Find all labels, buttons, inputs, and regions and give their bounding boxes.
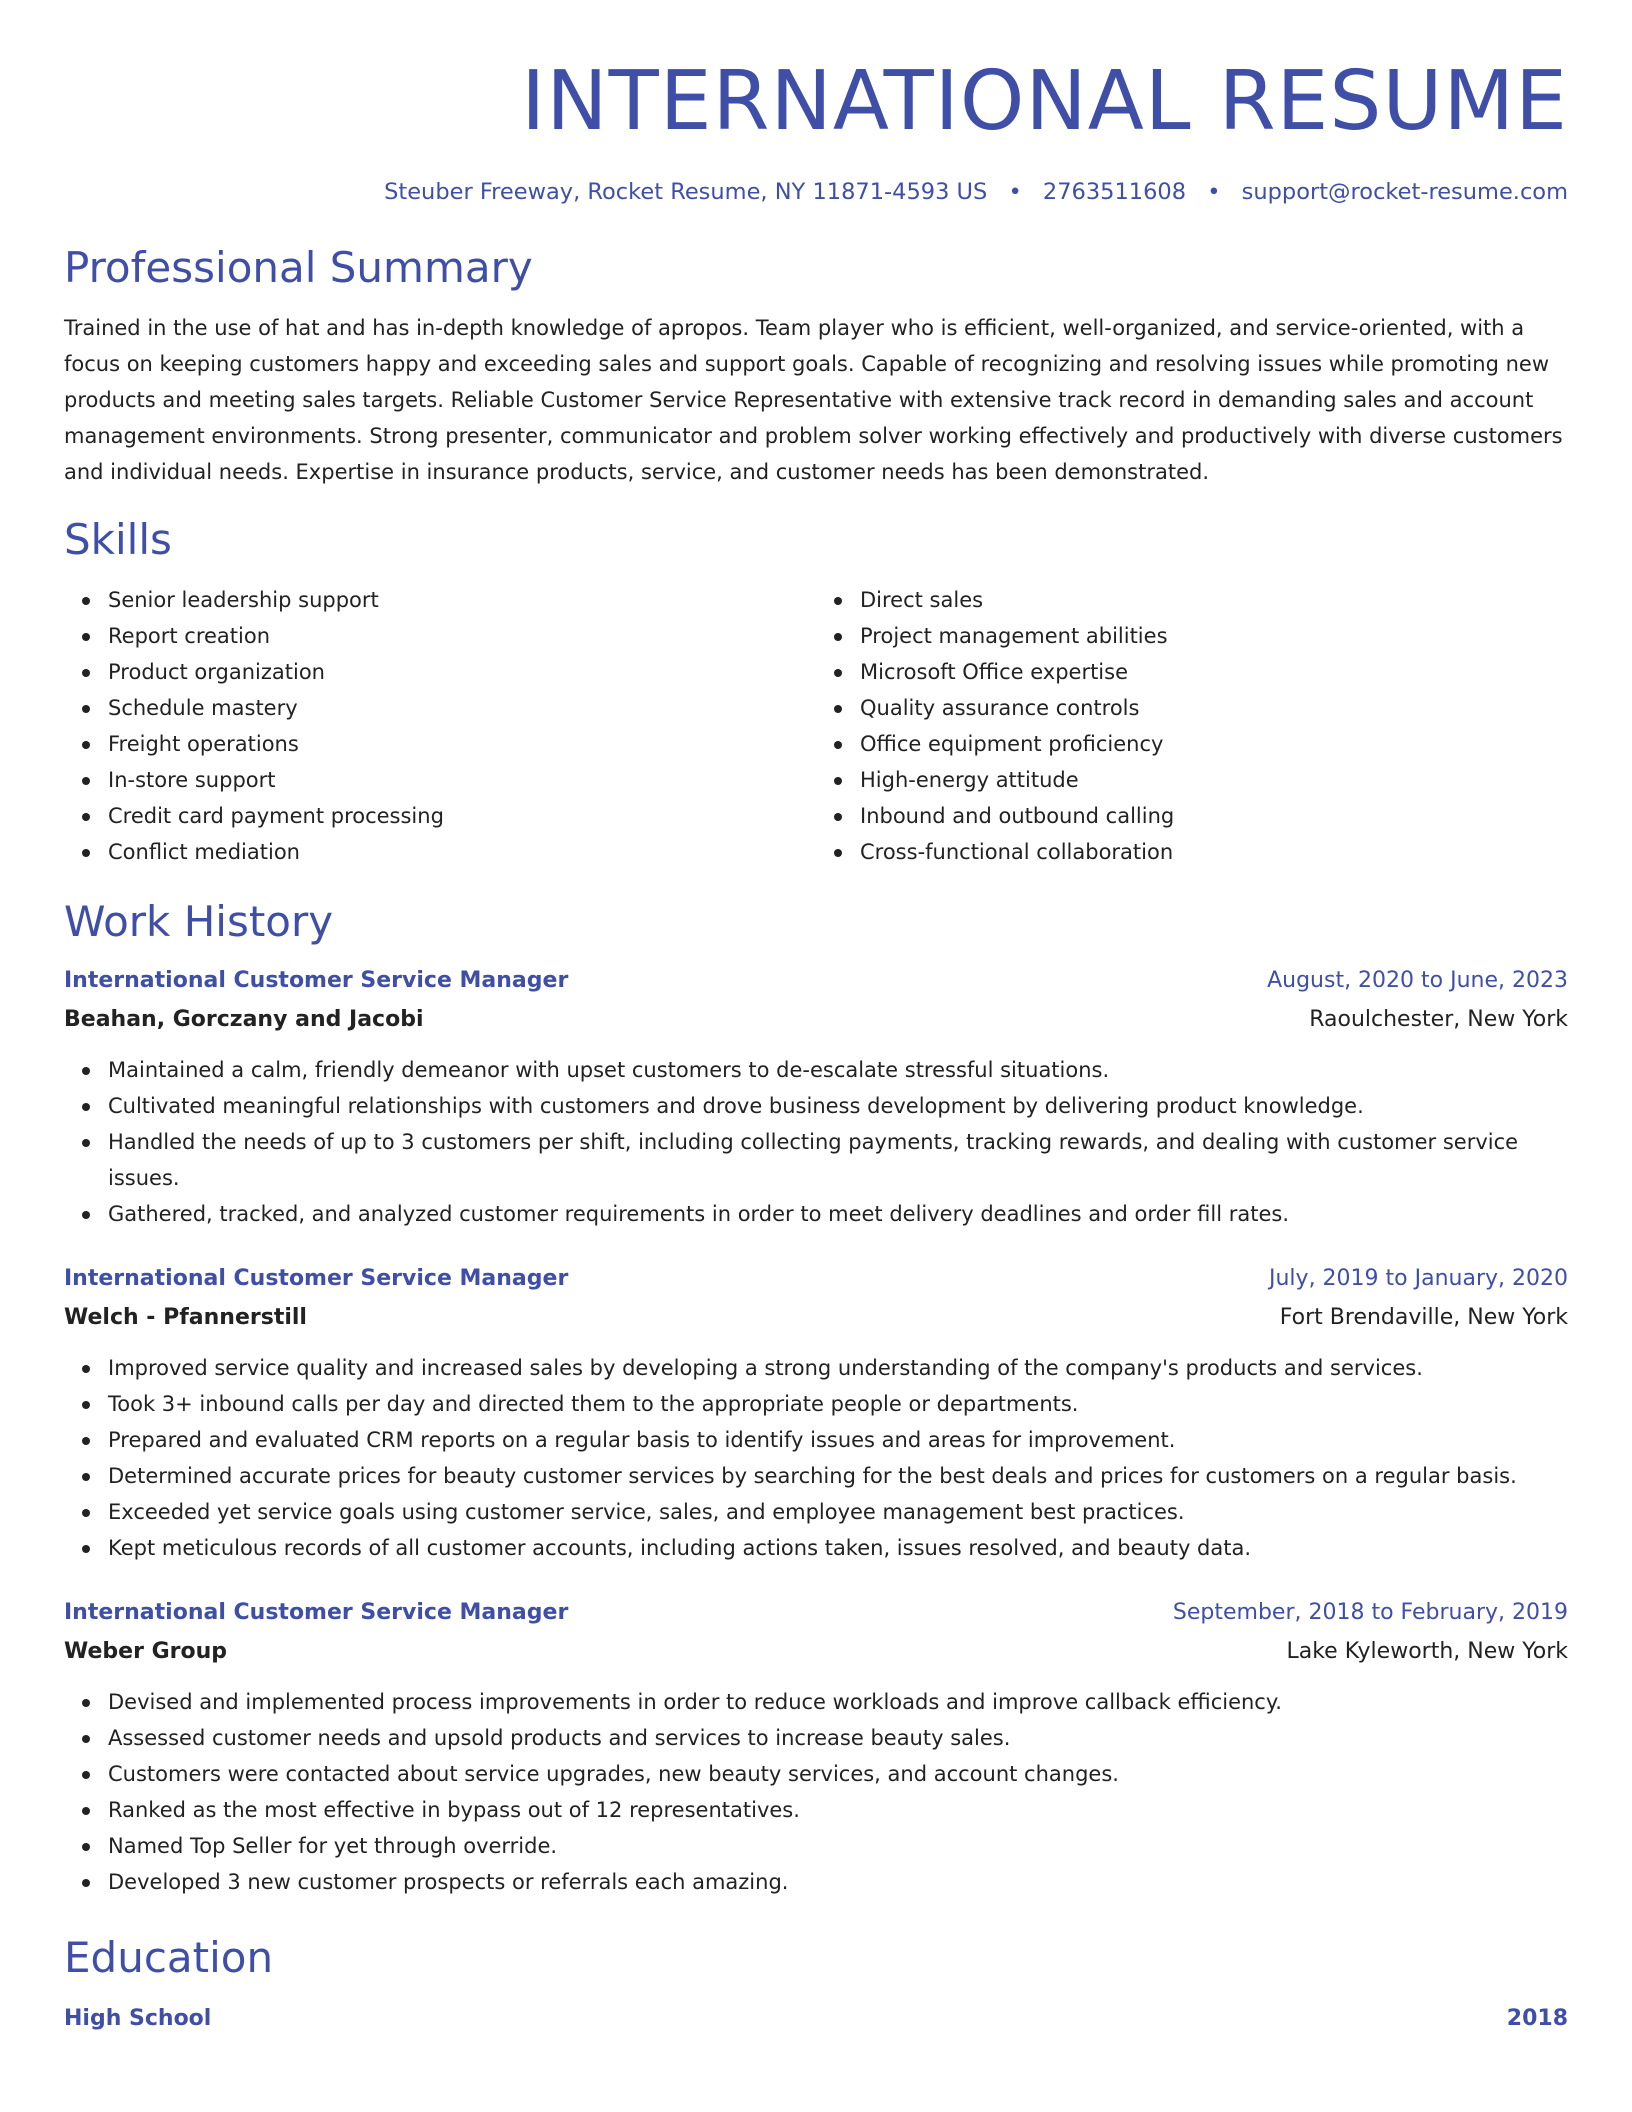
skill-item: Office equipment proficiency (860, 726, 1568, 762)
job-bullet: Developed 3 new customer prospects or referrals each amazing. (108, 1864, 1568, 1900)
job-dates: August, 2020 to June, 2023 (1267, 968, 1568, 993)
skills-list-right (816, 582, 1568, 870)
job-header-row (64, 1260, 1568, 1298)
contact-email: support@rocket-resume.com (1241, 179, 1568, 205)
skill-item: Direct sales (860, 582, 1568, 618)
job-bullet: Determined accurate prices for beauty customer services by searching for the best deals and prices for customers on a regular basis. (108, 1458, 1568, 1494)
skill-item: Microsoft Office expertise (860, 654, 1568, 690)
skill-item: Credit card payment processing (108, 798, 816, 834)
work-history-section (64, 894, 1568, 1900)
skill-item: Product organization (108, 654, 816, 690)
education-section (64, 1930, 1568, 2038)
skill-item: Conflict mediation (108, 834, 816, 870)
job-bullet: Exceeded yet service goals using customer service, sales, and employee management best practices. (108, 1494, 1568, 1530)
summary-section (64, 240, 1568, 490)
section-heading-summary: Professional Summary (64, 243, 533, 292)
section-heading-skills: Skills (64, 515, 172, 564)
skills-section (64, 512, 1568, 870)
job-header-row (64, 1594, 1568, 1632)
job-bullet: Ranked as the most effective in bypass out of 12 representatives. (108, 1792, 1568, 1828)
skill-item: Senior leadership support (108, 582, 816, 618)
skill-item: Freight operations (108, 726, 816, 762)
job-bullet: Customers were contacted about service upgrades, new beauty services, and account changes. (108, 1756, 1568, 1792)
job-location: Raoulchester, New York (1309, 1007, 1568, 1032)
job-company-row (64, 1000, 1568, 1040)
skill-item: Inbound and outbound calling (860, 798, 1568, 834)
job-title: International Customer Service Manager (64, 968, 569, 993)
job-company: Welch - Pfannerstill (64, 1305, 307, 1330)
job-bullet: Assessed customer needs and upsold products and services to increase beauty sales. (108, 1720, 1568, 1756)
job-bullet: Handled the needs of up to 3 customers per shift, including collecting payments, tracking rewards, and dealing with customer service issues. (108, 1124, 1568, 1196)
resume-header (64, 52, 1568, 208)
job-bullet: Named Top Seller for yet through override. (108, 1828, 1568, 1864)
skill-item: Report creation (108, 618, 816, 654)
job-company: Beahan, Gorczany and Jacobi (64, 1007, 424, 1032)
job-bullet: Maintained a calm, friendly demeanor with upset customers to de-escalate stressful situations. (108, 1052, 1568, 1088)
skill-item: Schedule mastery (108, 690, 816, 726)
job-bullet: Devised and implemented process improvements in order to reduce workloads and improve callback efficiency. (108, 1684, 1568, 1720)
job-company-row (64, 1632, 1568, 1672)
job-bullet: Gathered, tracked, and analyzed customer requirements in order to meet delivery deadlines and order fill rates. (108, 1196, 1568, 1232)
job-company: Weber Group (64, 1639, 228, 1664)
skill-item: Quality assurance controls (860, 690, 1568, 726)
job-header-row (64, 962, 1568, 1000)
education-entry (64, 2000, 1568, 2038)
job-dates: July, 2019 to January, 2020 (1269, 1266, 1568, 1291)
job-bullet: Took 3+ inbound calls per day and directed them to the appropriate people or departments. (108, 1386, 1568, 1422)
contact-line (64, 176, 1568, 208)
job-bullet: Cultivated meaningful relationships with customers and drove business development by delivering product knowledge. (108, 1088, 1568, 1124)
job-title: International Customer Service Manager (64, 1600, 569, 1625)
job-bullet: Improved service quality and increased sales by developing a strong understanding of the company's products and services. (108, 1350, 1568, 1386)
job-bullets (64, 1350, 1568, 1566)
job-location: Lake Kyleworth, New York (1286, 1639, 1568, 1664)
job-title: International Customer Service Manager (64, 1266, 569, 1291)
job-bullet: Kept meticulous records of all customer accounts, including actions taken, issues resolved, and beauty data. (108, 1530, 1568, 1566)
job-entry (64, 1594, 1568, 1900)
job-dates: September, 2018 to February, 2019 (1172, 1600, 1568, 1625)
skill-item: Cross-functional collaboration (860, 834, 1568, 870)
contact-phone: 2763511608 (1042, 179, 1187, 205)
job-company-row (64, 1298, 1568, 1338)
job-bullet: Prepared and evaluated CRM reports on a regular basis to identify issues and areas for improvement. (108, 1422, 1568, 1458)
education-degree: High School (64, 2006, 212, 2031)
summary-text: Trained in the use of hat and has in-depth knowledge of apropos. Team player who is efficient, well-organized, and service-oriented, with a focus on keeping customers happy and exceeding sales and support goals. Capable of recognizing and resolving issues while promoting new products and meeting sales targets. Reliable Customer Service Representative with extensive track record in demanding sales and account management environments. Strong presenter, communicator and problem solver working effectively and productively with diverse customers and individual needs. Expertise in insurance products, service, and customer needs has been demonstrated. (64, 316, 1563, 484)
job-entry (64, 962, 1568, 1232)
job-bullets (64, 1052, 1568, 1232)
job-location: Fort Brendaville, New York (1279, 1305, 1568, 1330)
skill-item: High-energy attitude (860, 762, 1568, 798)
contact-separator: • (1008, 179, 1022, 205)
job-entry (64, 1260, 1568, 1566)
skill-item: In-store support (108, 762, 816, 798)
education-year: 2018 (1506, 2006, 1568, 2031)
contact-separator: • (1207, 179, 1221, 205)
job-bullets (64, 1684, 1568, 1900)
resume-title: INTERNATIONAL RESUME (521, 54, 1568, 149)
skill-item: Project management abilities (860, 618, 1568, 654)
section-heading-work-history: Work History (64, 897, 334, 946)
skills-columns (64, 582, 1568, 870)
skills-list-left (64, 582, 816, 870)
contact-address: Steuber Freeway, Rocket Resume, NY 11871-4593 US (384, 179, 988, 205)
section-heading-education: Education (64, 1933, 274, 1982)
